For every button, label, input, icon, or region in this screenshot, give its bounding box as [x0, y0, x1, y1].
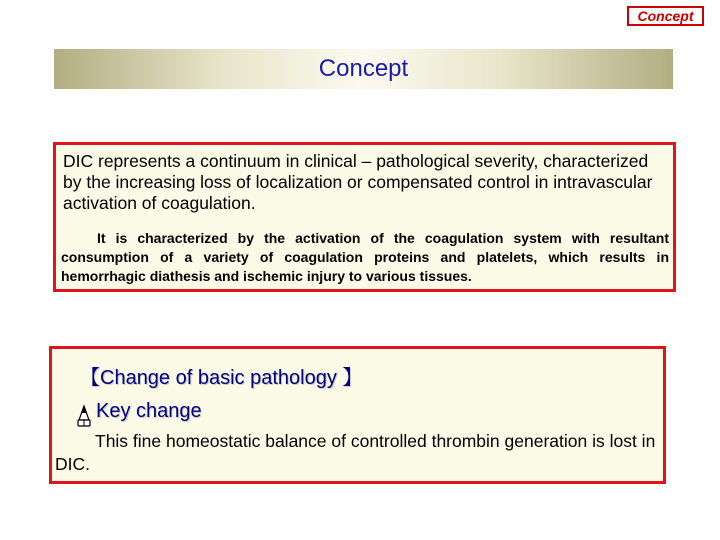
key-change-paragraph: This fine homeostatic balance of controlled thrombin generation is lost in DIC.: [55, 431, 656, 474]
bell-bullet-icon: [76, 403, 92, 429]
characterization-paragraph: It is characterized by the activation of the coagulation system with resultant consumption of a variety of coagulation proteins and platelets, which results in hemorrhagic diathesis and ischemic injury to various tissues.: [61, 230, 669, 284]
page-title: Concept: [318, 55, 409, 82]
definition-paragraph: DIC represents a continuum in clinical – pathological severity, characterized by the increasing loss of localization or compensated control in intravascular activation of coagulation.: [63, 151, 653, 213]
key-change-label: Key change: [96, 400, 202, 422]
definition-box: [53, 142, 676, 292]
title-bar: [54, 49, 673, 89]
corner-label: Concept: [627, 6, 704, 26]
pathology-box: [49, 346, 666, 484]
pathology-heading: 【Change of basic pathology 】: [80, 367, 363, 389]
